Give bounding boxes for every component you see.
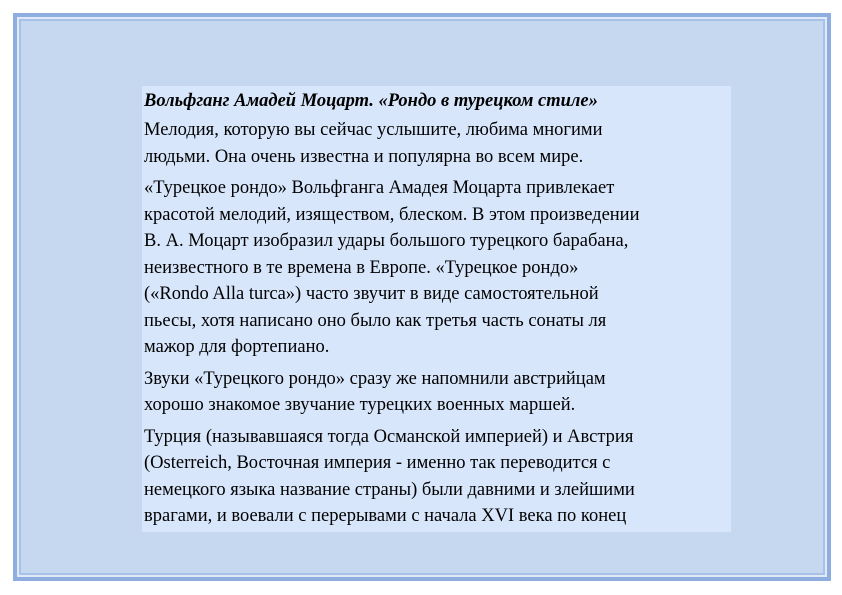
text-line: хорошо знакомое звучание турецких военных маршей. [144,395,576,415]
text-line: пьесы, хотя написано оно было как третья часть сонаты ля [144,310,607,331]
text-line: В. А. Моцарт изобразил удары большого турецкого барабана, [144,231,629,251]
text-line: Звуки «Турецкого рондо» сразу же напомнили австрийцам [144,368,606,389]
paragraph-3 [144,366,731,419]
text-line: неизвестного в те времена в Европе. «Турецкое рондо» [144,257,579,278]
paragraph-4 [144,424,731,530]
document-title: Вольфганг Амадей Моцарт. «Рондо в турецком стиле» [144,91,598,111]
text-line: Мелодия, которую вы сейчас услышите, любима многими [144,120,603,140]
paragraph-1 [144,117,731,170]
text-line: Турция (называвшаяся тогда Османской империей) и Австрия [144,426,634,447]
text-line: немецкого языка название страны) были давними и злейшими [144,479,635,500]
text-box [142,86,731,532]
text-line: («Rondo Alla turca») часто звучит в виде самостоятельной [144,284,599,304]
text-line: (Osterreich, Восточная империя - именно так переводится с [144,453,611,473]
text-line: людьми. Она очень известна и популярна во всем мире. [144,146,584,167]
text-line: врагами, и воевали с перерывами с начала XVI века по конец [144,506,627,526]
paragraph-2 [144,175,731,361]
text-line: «Турецкое рондо» Вольфганга Амадея Моцарта привлекает [144,178,615,198]
text-line: мажор для фортепиано. [144,337,330,357]
text-line: красотой мелодий, изяществом, блеском. В этом произведении [144,204,640,225]
